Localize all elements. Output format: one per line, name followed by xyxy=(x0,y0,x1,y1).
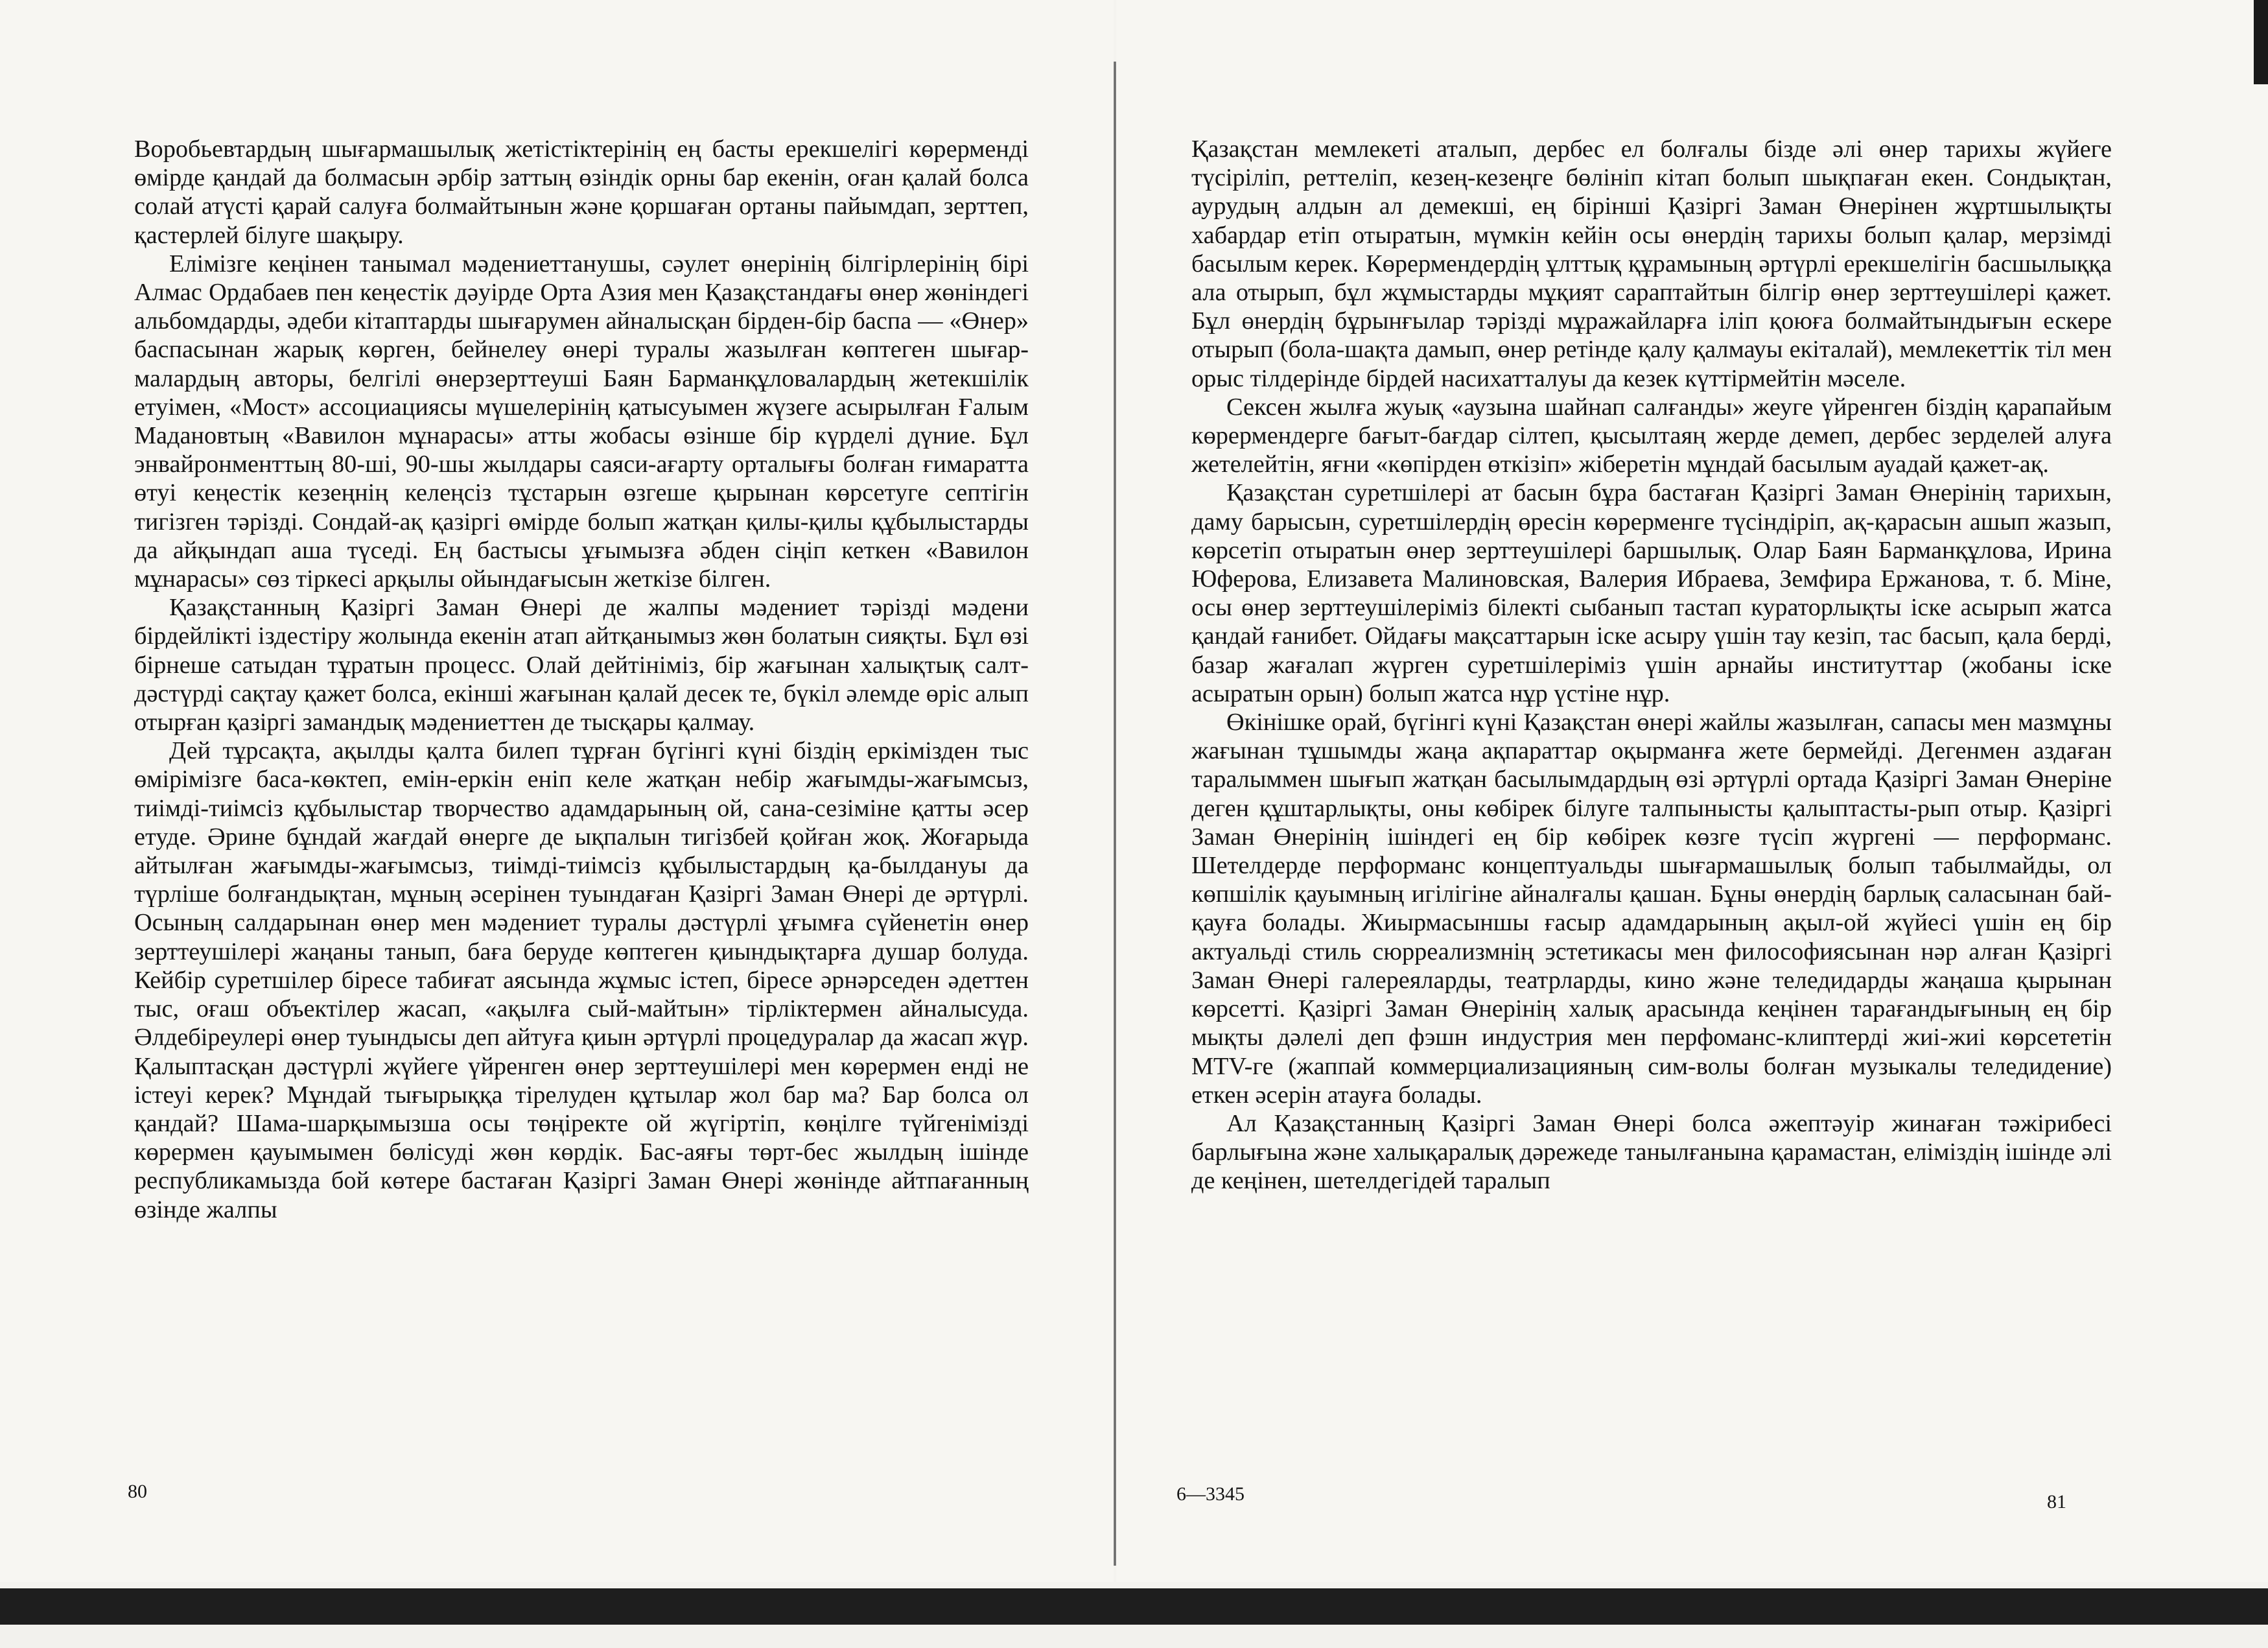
paragraph: Қазақстан мемлекеті аталып, дербес ел болғалы бізде әлі өнер тарихы жүйеге түсіріліп, реттеліп, кезең-кезеңге бөлініп кітап болып шықпаған екен. Сондықтан, аурудың алдын ал демекші, ең бірінші Қазіргі Заман Өнерінен жұртшылықты хабардар етіп отыратын, мүмкін кейін осы өнердің тарихы болып қалар, мерзімді басылым керек. Көрермендердің ұлттық құрамының әртүрлі ерекшелігін басшылыққа ала отырып, бұл жұмыстарды мұқият сараптайтын білгір өнер зерттеушілері қажет. Бұл өнердің бұрынғылар тәрізді мұражайларға іліп қоюға болмайтындығын ескере отырып (бола-шақта дамып, өнер ретінде қалу қалмауы екіталай), мемлекеттік тіл мен орыс тілдерінде бірдей насихатталуы да кезек күттірмейтін мәселе. xyxy=(1191,135,2112,392)
paragraph: Воробьевтардың шығармашылық жетістіктерінің ең басты ерекшелігі көрерменді өмірде қандай да болмасын әрбір заттың өзіндік орны бар екенін, оған қалай болса солай атүсті қарай салуға болмайтынын және қоршаған ортаны пайымдап, зерттеп, қастерлей білуге шақыру. xyxy=(134,135,1029,249)
left-page xyxy=(0,0,1114,1582)
scan-corner-shadow xyxy=(2254,0,2268,84)
right-page-text xyxy=(1191,135,2112,1195)
right-page xyxy=(1116,0,2268,1582)
paragraph: Өкінішке орай, бүгінгі күні Қазақстан өнері жайлы жазылған, сапасы мен мазмұны жағынан тұшымды жаңа ақпараттар оқырманға жете бермейді. Дегенмен аздаған таралыммен шығып жатқан басылымдардың өзі әртүрлі ортада Қазіргі Заман Өнеріне деген құштарлықты, оны көбірек білуге талпынысты қалыптасты-рып отыр. Қазіргі Заман Өнерінің ішіндегі ең бір көбірек көзге түсіп жүргені — перформанс. Шетелдерде перформанс концептуальды шығармашылық болып табылмайды, ол көпшілік қауымның игілігіне айналғалы қашан. Бұны өнердің барлық саласынан бай-қауға болады. Жиырмасыншы ғасыр адамдарының ақыл-ой жүйесі үшін ең бір актуальді стиль сюрреализмнің эстетикасы мен философиясынан нәр алған Қазіргі Заман Өнері галереяларды, театрларды, кино және теледидарды жаңаша қырынан көрсетті. Қазіргі Заман Өнерінің халық арасында кеңінен тарағандығының ең бір мықты дәлелі деп фэшн индустрия мен перфоманс-клиптерді жиі-жиі көрсететін MTV-ге (жаппай коммерциализацияның сим-волы болған музыкалы теледидение) еткен әсерін атауға болады. xyxy=(1191,709,2112,1109)
paragraph: Елімізге кеңінен танымал мәдениеттанушы, сәулет өнерінің білгірлерінің бірі Алмас Ордабаев пен кеңестік дәуірде Орта Азия мен Қазақстандағы өнер жөніндегі альбомдарды, әдеби кітаптарды шығарумен айналысқан бірден-бір баспа — «Өнер» баспасынан жарық көрген, бейнелеу өнері туралы жазылған көптеген шығар-малардың авторы, белгілі өнерзерттеуші Баян Барманқұловалардың жетекшілік етуімен, «Мост» ассоциациясы мүшелерінің қатысуымен жүзеге асырылған Ғалым Мадановтың «Вавилон мұнарасы» атты жобасы өзінше бір күрделі дүние. Бұл энвайронменттың 80-ші, 90-шы жылдары саяси-ағарту орталығы болған ғимаратта өтуі кеңестік кезеңнің келеңсіз тұстарын өзгеше қырынан көрсетуге септігін тигізген тәрізді. Сондай-ақ қазіргі өмірде болып жатқан қилы-қилы құбылыстарды да айқындап аша түседі. Ең бастысы ұғымызға әбден сіңіп кеткен «Вавилон мұнарасы» сөз тіркесі арқылы ойындағысын жеткізе білген. xyxy=(134,250,1029,593)
signature-mark: 6—3345 xyxy=(1176,1483,1245,1505)
left-page-text xyxy=(134,135,1029,1224)
paragraph: Ал Қазақстанның Қазіргі Заман Өнері болса әжептәуір жинаған тәжірибесі барлығына және халықаралық дәрежеде танылғанына қарамастан, еліміздің ішінде әлі де кеңінен, шетелдегідей таралып xyxy=(1191,1109,2112,1195)
page-number: 80 xyxy=(128,1481,147,1502)
paragraph: Сексен жылға жуық «аузына шайнап салғанды» жеуге үйренген біздің қарапайым көрермендерге бағыт-бағдар сілтеп, қысылтаяң жерде демеп, дербес зерделей алуға жетелейтін, яғни «көпірден өткізіп» жіберетін мұндай басылым ауадай қажет-ақ. xyxy=(1191,393,2112,478)
paragraph: Дей тұрсақта, ақылды қалта билеп тұрған бүгінгі күні біздің еркімізден тыс өмірімізге баса-көктеп, емін-еркін еніп келе жатқан небір жағымды-жағымсыз, тиімді-тиімсіз құбылыстар творчество адамдарының ой, сана-сезіміне қатты әсер етуде. Әрине бұндай жағдай өнерге де ықпалын тигізбей қойған жоқ. Жоғарыда айтылған жағымды-жағымсыз, тиімді-тиімсіз құбылыстардың қа-былдануы да түрліше болғандықтан, мұның әсерінен туындаған Қазіргі Заман Өнері де әртүрлі. Осының салдарынан өнер мен мәдениет туралы дәстүрлі ұғымға сүйенетін өнер зерттеушілері жаңаны танып, баға беруде көптеген қиындықтарға душар болуда. Кейбір суретшілер біресе табиғат аясында жұмыс істеп, біресе әрнәрседен әдеттен тыс, оғаш объектілер жасап, «ақылға сый-майтын» тірліктермен айналысуда. Әлдебіреулері өнер туындысы деп айтуға қиын әртүрлі процедуралар да жасап жүр. Қалыптасқан дәстүрлі жүйеге үйренген өнер зерттеушілері мен көрермен енді не істеуі керек? Мұндай тығырыққа тірелуден құтылар жол бар ма? Бар болса ол қандай? Шама-шарқымызша осы төңіректе ой жүгіртіп, көңілге түйгенімізді көрермен қауымымен бөлісуді жөн көрдік. Бас-аяғы төрт-бес жылдың ішінде республикамызда бой көтере бастаған Қазіргі Заман Өнері жөнінде айтпағанның өзінде жалпы xyxy=(134,737,1029,1223)
page-number: 81 xyxy=(2047,1491,2066,1513)
paragraph: Қазақстанның Қазіргі Заман Өнері де жалпы мәдениет тәрізді мәдени бірдейлікті іздестіру жолында екенін атап айтқанымыз жөн болатын сияқты. Бұл өзі бірнеше сатыдан тұратын процесс. Олай дейтініміз, бір жағынан халықтық салт-дәстүрді сақтау қажет болса, екінші жағынан қалай десек те, бүкіл әлемде өріс алып отырған қазіргі замандық мәдениеттен де тысқары қалмау. xyxy=(134,594,1029,736)
scan-bottom-shadow xyxy=(0,1588,2268,1625)
scan-bottom-edge xyxy=(0,1625,2268,1648)
paragraph: Қазақстан суретшілері ат басын бұра бастаған Қазіргі Заман Өнерінің тарихын, даму барысын, суретшілердің өресін көрерменге түсіндіріп, ақ-қарасын ашып жазып, көрсетіп отыратын өнер зерттеушілері баршылық. Олар Баян Барманқұлова, Ирина Юферова, Елизавета Малиновская, Валерия Ибраева, Земфира Ержанова, т. б. Міне, осы өнер зерттеушілеріміз білекті сыбанып тастап кураторлықты іске асырып жатса қандай ғанибет. Ойдағы мақсаттарын іске асыру үшін тау кезіп, тас басып, қала берді, базар жағалап жүрген суретшілеріміз үшін арнайы институттар (жобаны іске асыратын орын) болып жатса нұр үстіне нұр. xyxy=(1191,479,2112,707)
